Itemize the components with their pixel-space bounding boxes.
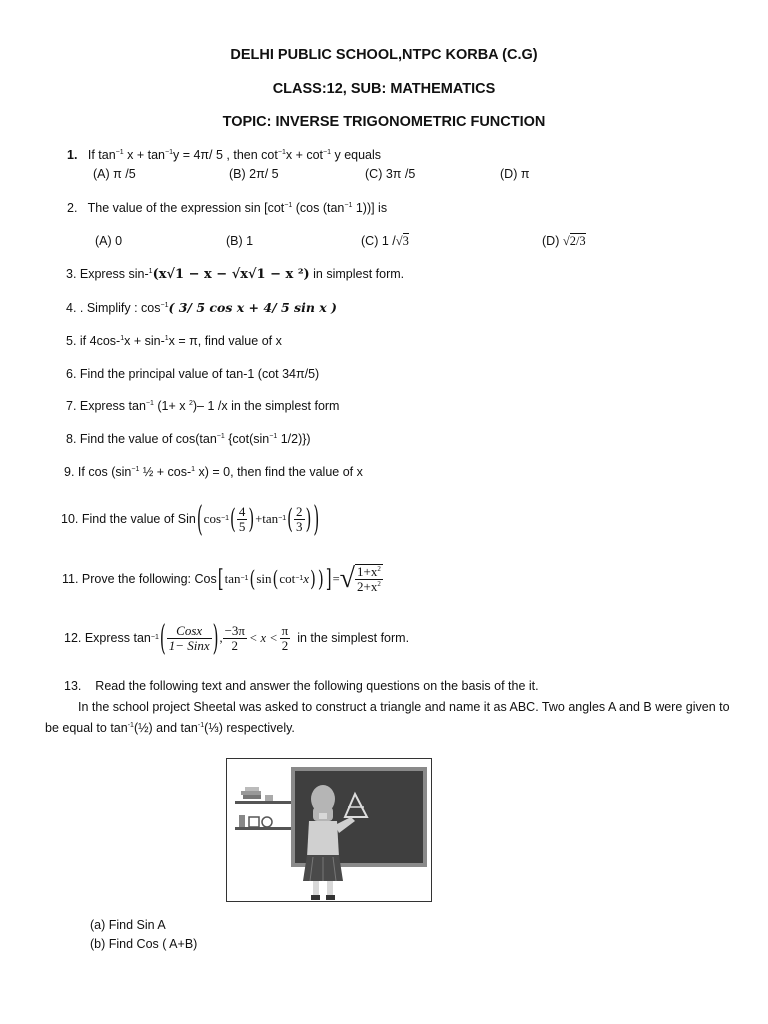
q13-para-1: In the school project Sheetal was asked to construct a triangle and name it as ABC. Two angles A and B were given to be equal to tan [45, 700, 730, 735]
sup: −1 [145, 400, 154, 407]
sup: 1 [164, 335, 169, 342]
book-icon [243, 795, 261, 799]
q2-option-a: (A) 0 [95, 234, 123, 248]
q10-tan: tan [262, 511, 279, 526]
question-number: 1. [67, 148, 78, 162]
girl-neck [319, 813, 327, 819]
q1-option-d: (D) π [500, 167, 530, 181]
q13-para-3: (⅓) respectively. [204, 721, 295, 735]
denominator: 5 [238, 518, 246, 534]
sup: 1 [148, 268, 153, 275]
q2-option-b: (B) 1 [226, 234, 254, 248]
sup: −1 [115, 149, 124, 156]
q5-text-1: 5. if 4cos- [66, 334, 121, 348]
q11-fraction [355, 564, 383, 594]
q12-text-2: in the simplest form. [297, 631, 410, 645]
question-7 [66, 399, 339, 413]
right-paren-icon: ) [248, 502, 255, 536]
q1-text-3: y = 4π/ 5 , then cot [172, 148, 278, 162]
bottle-icon [239, 815, 245, 827]
question-11: 11. Prove the following: Cos [ tan −1 ( sin ( cot −1 x ) ) ] = √ $\frac{1+x^2}{2+x^2}$ [62, 563, 381, 594]
q12-upper-bound [280, 624, 291, 653]
q10-text: 10. Find the value of Sin [61, 512, 196, 526]
left-paren-icon: ( [272, 566, 279, 592]
question-8 [66, 432, 311, 446]
q1-option-b: (B) 2π/ 5 [229, 167, 279, 181]
q5-text-3: x = π, find value of x [168, 334, 282, 348]
question-3 [66, 267, 404, 282]
question-9 [64, 465, 363, 479]
sup: −1 [277, 149, 286, 156]
numerator [355, 565, 383, 580]
denominator: 1− Sinx [168, 637, 210, 653]
q1-text-5: y equals [331, 148, 382, 162]
q11-sin: sin [256, 571, 272, 586]
question-10: 10. Find the value of Sin ( cos −1 ( $\frac{4}{5}$ ) + tan −1 ( $\frac{2}{3}$ ) ) [61, 498, 320, 540]
right-paren-icon: ) [313, 498, 320, 540]
left-paren-icon: ( [230, 502, 236, 536]
num-text: 1+x [357, 564, 378, 579]
sup: -1 [197, 722, 205, 729]
q11-tan: tan [224, 571, 241, 586]
denominator: 3 [296, 518, 303, 534]
girl-shirt [307, 821, 339, 857]
q8-text-1: 8. Find the value of cos(tan [66, 432, 217, 446]
shelf-top [235, 801, 291, 804]
q8-text-2: {cot(sin [224, 432, 270, 446]
radicand: 3 [402, 234, 409, 248]
question-2 [67, 201, 387, 215]
q1-text-1: If tan [87, 148, 116, 162]
question-5 [66, 334, 282, 348]
question-13 [64, 679, 539, 693]
q3-expression: (x√1 − x − √x√1 − x ²) [152, 267, 310, 282]
q7-text-1: 7. Express tan [66, 399, 146, 413]
q11-x: x [303, 571, 309, 586]
right-paren-icon: ) [317, 565, 324, 593]
q2-text-2: (cos (tan [292, 201, 345, 215]
q2-text-3: 1))] is [352, 201, 388, 215]
sqrt-icon: √ [562, 234, 570, 248]
question-12: 12. Express tan −1 ( $\frac{\text{Cosx}}{\text{1− Sinx}}$ ) , $\frac{-3\pi}{2}$ < x < $\frac{\pi}{2}$ in the simplest form. [64, 617, 410, 659]
denominator [355, 580, 383, 594]
q12-fraction [167, 624, 212, 653]
q8-text-3: 1/2)}) [277, 432, 311, 446]
right-paren-icon: ) [305, 502, 312, 536]
q1-option-a: (A) π /5 [93, 167, 136, 181]
numerator: Cosx [167, 624, 212, 639]
school-name: DELHI PUBLIC SCHOOL,NTPC KORBA (C.G) [230, 47, 538, 63]
question-number: 2. [67, 201, 78, 215]
q11-cot: cot [279, 571, 296, 586]
q2-text-1: The value of the expression sin [cot [87, 201, 285, 215]
denominator: 2 [281, 637, 289, 653]
q12-text-1: 12. Express tan [64, 631, 151, 645]
sup: −1 [284, 202, 293, 209]
q9-text-2: ½ + cos- [139, 465, 192, 479]
sup: −1 [323, 149, 331, 156]
sqrt-icon: √ [395, 234, 403, 248]
girl-at-blackboard-image [227, 759, 431, 901]
q13-para-2: (½) and tan [133, 721, 198, 735]
q4-text-1: 4. . Simplify : cos [66, 301, 161, 315]
q10-cos: cos [203, 511, 222, 526]
sup: −1 [160, 302, 169, 309]
topic-title: TOPIC: INVERSE TRIGONOMETRIC FUNCTION [222, 114, 546, 130]
blackboard-illustration [226, 758, 432, 902]
q13-intro: Read the following text and answer the following questions on the basis of the it. [95, 679, 539, 693]
denominator: 2 [231, 637, 239, 653]
q2-option-c [361, 233, 409, 249]
q13-sub-a: (a) Find Sin A [90, 918, 166, 932]
q1-option-c: (C) 3π /5 [365, 167, 416, 181]
comma: , [219, 630, 223, 645]
sup: 1 [191, 466, 196, 473]
girl-leg [327, 881, 333, 897]
plus-sign: + [255, 511, 263, 526]
sup: −1 [131, 466, 140, 473]
q4-expression: ( 3/ 5 cos x + 4/ 5 sin x ) [168, 300, 337, 315]
left-paren-icon: ( [287, 502, 294, 536]
sup: −1 [165, 149, 173, 156]
sup: −1 [344, 202, 353, 209]
q11-text: 11. Prove the following: Cos [62, 572, 217, 586]
left-paren-icon: ( [249, 565, 256, 593]
girl-leg [313, 881, 319, 897]
q12-inequality: < x < [249, 630, 278, 645]
box-icon [249, 817, 259, 827]
left-paren-icon: ( [196, 498, 203, 540]
question-1 [67, 148, 381, 162]
question-4 [66, 300, 337, 315]
q2-option-d-label: (D) [542, 234, 563, 248]
sup: −1 [269, 433, 278, 440]
sup: 1 [120, 335, 125, 342]
q3-text-2: in simplest form. [309, 267, 405, 281]
sup: 2 [188, 400, 193, 407]
q7-text-2: (1+ x [153, 399, 189, 413]
numerator: π [281, 622, 289, 638]
circle-object-icon [262, 817, 272, 827]
numerator: −3π [224, 622, 245, 638]
class-subject: CLASS:12, SUB: MATHEMATICS [272, 81, 496, 97]
girl-shoe [326, 895, 335, 900]
q1-text-2: x + tan [123, 148, 165, 162]
book-icon [241, 791, 261, 795]
sup: −1 [216, 433, 225, 440]
cup-icon [265, 795, 273, 801]
right-bracket-icon: ] [325, 564, 332, 594]
q13-paragraph [45, 697, 735, 739]
q13-sub-b: (b) Find Cos ( A+B) [90, 937, 198, 951]
left-bracket-icon: [ [217, 564, 224, 594]
fraction-4-5 [237, 505, 248, 534]
girl-shoe [311, 895, 320, 900]
q1-text-4: x + cot [285, 148, 324, 162]
q3-text-1: 3. Express sin- [66, 267, 149, 281]
radicand: 2/3 [569, 234, 586, 248]
q9-text-1: 9. If cos (sin [64, 465, 132, 479]
right-paren-icon: ) [212, 617, 219, 659]
q2-option-c-label: (C) 1 / [361, 234, 396, 248]
q9-text-3: x) = 0, then find the value of x [195, 465, 363, 479]
question-6: 6. Find the principal value of tan-1 (cot 34π/5) [66, 367, 320, 381]
numerator: 2 [296, 503, 303, 519]
sup: -1 [127, 722, 134, 729]
sup: 2 [377, 565, 381, 573]
q12-lower-bound [223, 624, 247, 653]
equals-sign: = [332, 571, 340, 586]
q7-text-3: )– 1 /x in the simplest form [192, 399, 340, 413]
sup: 2 [377, 580, 381, 588]
left-paren-icon: ( [159, 617, 166, 659]
fraction-2-3 [294, 505, 305, 534]
numerator: 4 [238, 503, 246, 519]
book-icon [245, 787, 259, 791]
q5-text-2: x + sin- [124, 334, 165, 348]
question-number: 13. [64, 679, 82, 693]
shelf-bottom [235, 827, 291, 830]
q2-option-d [542, 233, 586, 249]
den-text: 2+x [357, 579, 378, 594]
right-paren-icon: ) [310, 566, 316, 592]
sqrt-icon: √ [339, 563, 356, 594]
